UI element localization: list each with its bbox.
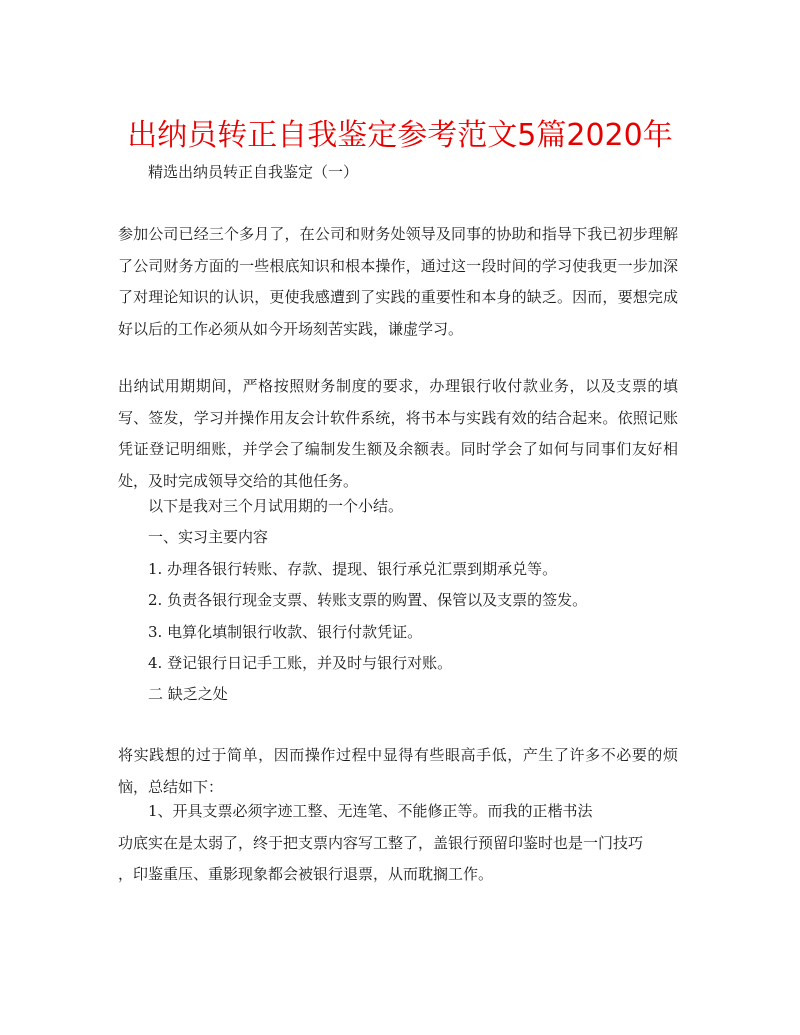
paragraph-intro: 参加公司已经三个多月了，在公司和财务处领导及同事的协助和指导下我已初步理解了公司财务方面的一些根底知识和根本操作，通过这一段时间的学习使我更一步加深了对理论知识的认识，更使我感遭到了实践的重要性和本身的缺乏。因而，要想完成好以后的工作必须从如今开场刻苦实践，谦虚学习。 [118,225,678,338]
section-heading-main-content: 一、实习主要内容 [148,528,269,546]
list-item: 2. 负责各银行现金支票、转账支票的购置、保管以及支票的签发。 [148,591,588,609]
document-title: 出纳员转正自我鉴定参考范文5篇2020年 [127,118,673,153]
document-subtitle: 精选出纳员转正自我鉴定（一） [148,163,359,181]
paragraph-shortcomings: 将实践想的过于简单，因而操作过程中显得有些眼高手低，产生了许多不必要的烦恼，总结如下： [118,746,678,796]
list-item: 4. 登记银行日记手工账，并及时与银行对账。 [148,654,453,672]
list-item: 1. 办理各银行转账、存款、提现、银行承兑汇票到期承兑等。 [148,560,558,578]
summary-intro: 以下是我对三个月试用期的一个小结。 [148,497,404,515]
point-line: ，印鉴重压、重影现象都会被银行退票，从而耽搁工作。 [118,865,494,883]
section-heading-shortcomings: 二 缺乏之处 [148,685,228,703]
point-line: 功底实在是太弱了，终于把支票内容写工整了，盖银行预留印鉴时也是一门技巧 [118,834,644,852]
list-item: 3. 电算化填制银行收款、银行付款凭证。 [148,623,423,641]
point-line: 1、开具支票必须字迹工整、无连笔、不能修正等。而我的正楷书法 [148,802,593,820]
paragraph-probation: 出纳试用期期间，严格按照财务制度的要求，办理银行收付款业务，以及支票的填写、签发，学习并操作用友会计软件系统，将书本与实践有效的结合起来。依照记账凭证登记明细账，并学会了编制发生额及余额表。同时学会了如何与同事们友好相处，及时完成领导交给的其他任务。 [118,377,678,490]
